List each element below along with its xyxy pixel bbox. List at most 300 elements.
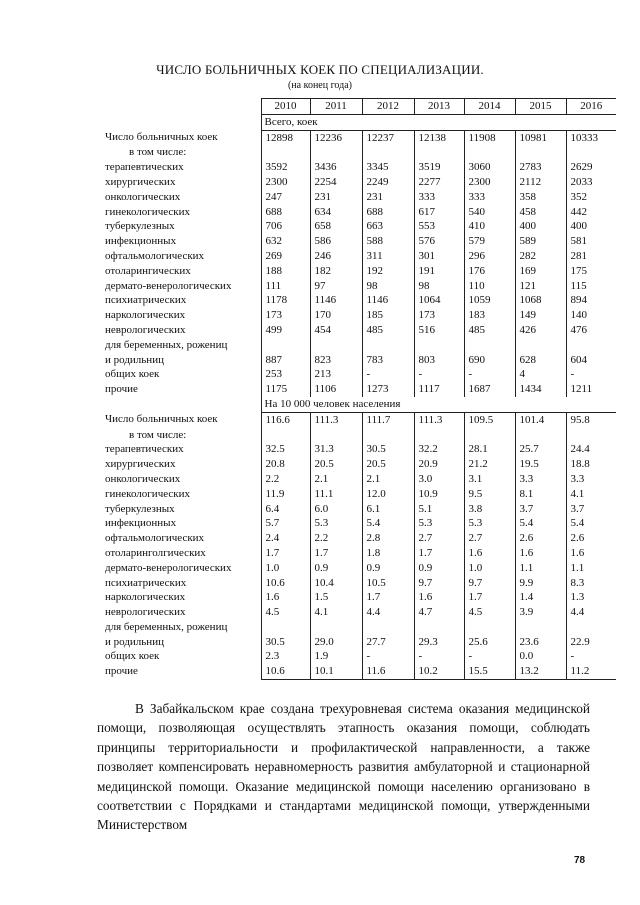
value-cell: 1.8 (362, 546, 414, 561)
value-cell: 24.4 (566, 442, 616, 457)
table-row (103, 145, 616, 160)
value-cell (566, 428, 616, 443)
corner-cell (103, 99, 261, 115)
row-label: в том числе: (129, 146, 187, 159)
value-cell: 1211 (566, 382, 616, 397)
value-cell (566, 620, 616, 635)
value-cell: 2.7 (414, 531, 464, 546)
value-cell: 333 (464, 190, 515, 205)
value-cell: 3436 (310, 160, 362, 175)
value-cell: - (362, 649, 414, 664)
row-label: офтальмологических (105, 249, 205, 262)
year-header-2015: 2015 (515, 99, 566, 115)
row-label: наркологических (105, 591, 186, 604)
value-cell: 28.1 (464, 442, 515, 457)
row-label: хирургических (105, 175, 176, 188)
row-label: онкологических (105, 190, 181, 203)
value-cell (310, 428, 362, 443)
value-cell: 10.6 (261, 576, 310, 591)
value-cell: 1.1 (566, 561, 616, 576)
row-label: терапевтических (105, 161, 184, 174)
table-row (103, 175, 616, 190)
value-cell: 1146 (310, 293, 362, 308)
value-cell: 1.9 (310, 649, 362, 664)
value-cell (261, 338, 310, 353)
value-cell: 18.8 (566, 457, 616, 472)
row-label: туберкулезных (105, 502, 175, 515)
value-cell: 22.9 (566, 635, 616, 650)
value-cell: 1.6 (414, 590, 464, 605)
value-cell: 3519 (414, 160, 464, 175)
value-cell: 2254 (310, 175, 362, 190)
value-cell: 5.4 (566, 516, 616, 531)
value-cell: 12237 (362, 130, 414, 145)
value-cell: 111 (261, 279, 310, 294)
table-row (103, 264, 616, 279)
value-cell: 553 (414, 219, 464, 234)
table-row (103, 516, 616, 531)
value-cell: 604 (566, 353, 616, 368)
value-cell: 101.4 (515, 412, 566, 427)
value-cell: 628 (515, 353, 566, 368)
value-cell: 1146 (362, 293, 414, 308)
table-row (103, 635, 616, 650)
table-row (103, 428, 616, 443)
value-cell: 9.9 (515, 576, 566, 591)
value-cell: 98 (414, 279, 464, 294)
value-cell: 3.1 (464, 472, 515, 487)
value-cell: 15.5 (464, 664, 515, 679)
row-label: Число больничных коек (105, 131, 218, 144)
value-cell: 663 (362, 219, 414, 234)
value-cell: 32.5 (261, 442, 310, 457)
value-cell: 183 (464, 308, 515, 323)
value-cell: 2249 (362, 175, 414, 190)
value-cell: 2033 (566, 175, 616, 190)
table-row (103, 546, 616, 561)
row-label: общих коек (105, 368, 160, 381)
value-cell (414, 145, 464, 160)
value-cell: 1175 (261, 382, 310, 397)
value-cell: 358 (515, 190, 566, 205)
value-cell: - (566, 367, 616, 382)
value-cell (464, 145, 515, 160)
value-cell: 3.7 (566, 502, 616, 517)
value-cell: - (414, 649, 464, 664)
row-label: туберкулезных (105, 220, 175, 233)
value-cell: 191 (414, 264, 464, 279)
value-cell: 110 (464, 279, 515, 294)
value-cell: 97 (310, 279, 362, 294)
section-spacer (103, 114, 261, 130)
value-cell: 2.2 (261, 472, 310, 487)
value-cell: 706 (261, 219, 310, 234)
value-cell: 2300 (261, 175, 310, 190)
value-cell (362, 338, 414, 353)
value-cell: 1059 (464, 293, 515, 308)
table-row (103, 649, 616, 664)
value-cell: 0.0 (515, 649, 566, 664)
value-cell: 175 (566, 264, 616, 279)
table-row (103, 442, 616, 457)
value-cell: 540 (464, 205, 515, 220)
table-row (103, 620, 616, 635)
value-cell: 458 (515, 205, 566, 220)
value-cell: 400 (515, 219, 566, 234)
table-row (103, 472, 616, 487)
value-cell: 576 (414, 234, 464, 249)
value-cell: 1117 (414, 382, 464, 397)
section-header: Всего, коек (261, 114, 616, 130)
value-cell: 632 (261, 234, 310, 249)
value-cell: 688 (362, 205, 414, 220)
table-row (103, 412, 616, 427)
value-cell: 116.6 (261, 412, 310, 427)
value-cell: 5.4 (362, 516, 414, 531)
value-cell: 2.1 (310, 472, 362, 487)
value-cell: 2.6 (515, 531, 566, 546)
value-cell: 803 (414, 353, 464, 368)
value-cell (464, 620, 515, 635)
value-cell: 12236 (310, 130, 362, 145)
value-cell: 6.1 (362, 502, 414, 517)
value-cell: 3060 (464, 160, 515, 175)
value-cell: 29.3 (414, 635, 464, 650)
row-label: и родильниц (105, 635, 164, 648)
row-label: гинекологических (105, 487, 190, 500)
value-cell: 1.0 (464, 561, 515, 576)
section-header: На 10 000 человек населения (261, 397, 616, 412)
table-row (103, 561, 616, 576)
value-cell: 690 (464, 353, 515, 368)
value-cell: 783 (362, 353, 414, 368)
value-cell: 311 (362, 249, 414, 264)
table-row (103, 205, 616, 220)
value-cell: 1.7 (414, 546, 464, 561)
value-cell: 1.6 (261, 590, 310, 605)
value-cell: 23.6 (515, 635, 566, 650)
value-cell: 1.7 (464, 590, 515, 605)
value-cell: 4.1 (310, 605, 362, 620)
row-label: в том числе: (129, 428, 187, 441)
value-cell (362, 428, 414, 443)
value-cell (515, 338, 566, 353)
year-header-2016: 2016 (566, 99, 616, 115)
table-row (103, 219, 616, 234)
table-row (103, 130, 616, 145)
value-cell: 2.7 (464, 531, 515, 546)
value-cell (515, 145, 566, 160)
value-cell: 1.7 (362, 590, 414, 605)
row-label: общих коек (105, 650, 160, 663)
value-cell: 140 (566, 308, 616, 323)
value-cell: 2.1 (362, 472, 414, 487)
value-cell: 11.1 (310, 487, 362, 502)
value-cell: 887 (261, 353, 310, 368)
value-cell: 1106 (310, 382, 362, 397)
value-cell: 3.0 (414, 472, 464, 487)
table-row (103, 382, 616, 397)
value-cell: 579 (464, 234, 515, 249)
value-cell: - (464, 649, 515, 664)
table-row (103, 308, 616, 323)
row-label: для беременных, рожениц (105, 338, 228, 351)
row-label: и родильниц (105, 353, 164, 366)
row-label: отоларингических (105, 264, 191, 277)
value-cell: 0.9 (310, 561, 362, 576)
value-cell: 1.0 (261, 561, 310, 576)
table-row (103, 323, 616, 338)
row-label: офтальмологических (105, 532, 205, 545)
value-cell: 231 (310, 190, 362, 205)
value-cell: 169 (515, 264, 566, 279)
value-cell: 5.1 (414, 502, 464, 517)
value-cell: 95.8 (566, 412, 616, 427)
row-label: инфекционных (105, 235, 177, 248)
value-cell: 20.8 (261, 457, 310, 472)
table-row (103, 249, 616, 264)
value-cell (261, 428, 310, 443)
row-label: для беременных, рожениц (105, 620, 228, 633)
value-cell: 2300 (464, 175, 515, 190)
value-cell: 5.4 (515, 516, 566, 531)
value-cell: 1068 (515, 293, 566, 308)
value-cell (515, 428, 566, 443)
table-row (103, 664, 616, 679)
value-cell: 485 (362, 323, 414, 338)
table-row (103, 531, 616, 546)
value-cell: 410 (464, 219, 515, 234)
value-cell: 111.3 (310, 412, 362, 427)
value-cell: 688 (261, 205, 310, 220)
value-cell: 1.7 (310, 546, 362, 561)
value-cell: 476 (566, 323, 616, 338)
value-cell: 3592 (261, 160, 310, 175)
value-cell: 1273 (362, 382, 414, 397)
value-cell: 10333 (566, 130, 616, 145)
value-cell: 12.0 (362, 487, 414, 502)
value-cell (515, 620, 566, 635)
value-cell: 301 (414, 249, 464, 264)
value-cell: - (566, 649, 616, 664)
value-cell: 109.5 (464, 412, 515, 427)
table-row (103, 367, 616, 382)
value-cell: 3.3 (566, 472, 616, 487)
value-cell: 4.4 (566, 605, 616, 620)
value-cell: 2629 (566, 160, 616, 175)
table-row (103, 160, 616, 175)
value-cell: 29.0 (310, 635, 362, 650)
value-cell: 1.6 (515, 546, 566, 561)
value-cell: 9.7 (464, 576, 515, 591)
value-cell: 5.7 (261, 516, 310, 531)
value-cell: 2.6 (566, 531, 616, 546)
value-cell: 246 (310, 249, 362, 264)
table-row (103, 605, 616, 620)
value-cell: 19.5 (515, 457, 566, 472)
value-cell: 149 (515, 308, 566, 323)
year-header-row (103, 99, 616, 115)
value-cell: 658 (310, 219, 362, 234)
value-cell: 485 (464, 323, 515, 338)
value-cell: 21.2 (464, 457, 515, 472)
table-title: ЧИСЛО БОЛЬНИЧНЫХ КОЕК ПО СПЕЦИАЛИЗАЦИИ. (156, 62, 484, 77)
table-row (103, 502, 616, 517)
value-cell: - (362, 367, 414, 382)
value-cell: 11.2 (566, 664, 616, 679)
value-cell: 10.5 (362, 576, 414, 591)
year-header-2012: 2012 (362, 99, 414, 115)
value-cell: 269 (261, 249, 310, 264)
value-cell: 2783 (515, 160, 566, 175)
value-cell (310, 145, 362, 160)
value-cell: 182 (310, 264, 362, 279)
value-cell: 20.5 (310, 457, 362, 472)
value-cell: 1.6 (464, 546, 515, 561)
row-label: психиатрических (105, 576, 187, 589)
value-cell: 10.2 (414, 664, 464, 679)
value-cell: 192 (362, 264, 414, 279)
value-cell: - (414, 367, 464, 382)
value-cell: - (464, 367, 515, 382)
value-cell: 213 (310, 367, 362, 382)
row-label: дермато-венерологических (105, 279, 232, 292)
value-cell (261, 620, 310, 635)
value-cell: 13.2 (515, 664, 566, 679)
value-cell: 588 (362, 234, 414, 249)
value-cell (566, 145, 616, 160)
value-cell: 0.9 (362, 561, 414, 576)
value-cell: 1687 (464, 382, 515, 397)
section-header-row (103, 397, 616, 412)
row-label: наркологических (105, 309, 186, 322)
value-cell: 400 (566, 219, 616, 234)
value-cell: 5.3 (310, 516, 362, 531)
value-cell: 1.6 (566, 546, 616, 561)
value-cell: 176 (464, 264, 515, 279)
value-cell: 823 (310, 353, 362, 368)
value-cell: 10.4 (310, 576, 362, 591)
value-cell: 111.3 (414, 412, 464, 427)
value-cell: 3345 (362, 160, 414, 175)
value-cell: 617 (414, 205, 464, 220)
value-cell: 4.1 (566, 487, 616, 502)
value-cell: 173 (414, 308, 464, 323)
year-header-2010: 2010 (261, 99, 310, 115)
value-cell (261, 145, 310, 160)
row-label: отоларинголгических (105, 546, 206, 559)
value-cell: 589 (515, 234, 566, 249)
table-row (103, 487, 616, 502)
value-cell: 6.0 (310, 502, 362, 517)
value-cell: 98 (362, 279, 414, 294)
value-cell: 1064 (414, 293, 464, 308)
value-cell: 11.6 (362, 664, 414, 679)
row-label: хирургических (105, 458, 176, 471)
value-cell: 31.3 (310, 442, 362, 457)
value-cell: 32.2 (414, 442, 464, 457)
value-cell: 1.1 (515, 561, 566, 576)
value-cell (414, 428, 464, 443)
body-paragraph: В Забайкальском крае создана трехуровневая система оказания медицинской помощи, позволяющая осуществлять этапность оказания помощи, соблюдать принципы территориальности и профилактической направленности, а также позволяет компенсировать неравномерность развития амбулаторной и стационарной медицинской помощи. Оказание медицинской помощи населению организовано в соответствии с Порядками и стандартами медицинской помощи, утвержденными Министерством (97, 701, 590, 833)
value-cell: 333 (414, 190, 464, 205)
value-cell: 188 (261, 264, 310, 279)
value-cell: 30.5 (362, 442, 414, 457)
value-cell: 516 (414, 323, 464, 338)
value-cell: 10.6 (261, 664, 310, 679)
value-cell: 12138 (414, 130, 464, 145)
value-cell (566, 338, 616, 353)
table-row (103, 353, 616, 368)
value-cell: 0.9 (414, 561, 464, 576)
value-cell: 3.3 (515, 472, 566, 487)
value-cell (414, 338, 464, 353)
value-cell: 8.3 (566, 576, 616, 591)
value-cell: 121 (515, 279, 566, 294)
value-cell: 12898 (261, 130, 310, 145)
row-label: гинекологических (105, 205, 190, 218)
value-cell: 581 (566, 234, 616, 249)
value-cell: 4.4 (362, 605, 414, 620)
value-cell: 6.4 (261, 502, 310, 517)
value-cell: 4.7 (414, 605, 464, 620)
page-number: 78 (574, 855, 586, 866)
value-cell: 173 (261, 308, 310, 323)
value-cell: 8.1 (515, 487, 566, 502)
value-cell: 25.6 (464, 635, 515, 650)
value-cell: 3.7 (515, 502, 566, 517)
value-cell: 9.5 (464, 487, 515, 502)
value-cell: 25.7 (515, 442, 566, 457)
year-header-2011: 2011 (310, 99, 362, 115)
value-cell: 4 (515, 367, 566, 382)
row-label: неврологических (105, 606, 186, 619)
row-label: терапевтических (105, 443, 184, 456)
table-subtitle: (на конец года) (287, 80, 353, 91)
value-cell: 30.5 (261, 635, 310, 650)
section-spacer (103, 397, 261, 412)
value-cell: 5.3 (414, 516, 464, 531)
value-cell: 11.9 (261, 487, 310, 502)
value-cell: 454 (310, 323, 362, 338)
table-row (103, 576, 616, 591)
value-cell: 2.3 (261, 649, 310, 664)
table-row (103, 293, 616, 308)
value-cell: 10.1 (310, 664, 362, 679)
value-cell: 4.5 (261, 605, 310, 620)
row-label: инфекционных (105, 517, 177, 530)
row-label: неврологических (105, 323, 186, 336)
value-cell: 1.3 (566, 590, 616, 605)
value-cell: 296 (464, 249, 515, 264)
table-row (103, 279, 616, 294)
row-label: онкологических (105, 472, 181, 485)
value-cell: 634 (310, 205, 362, 220)
value-cell (362, 620, 414, 635)
table-row (103, 234, 616, 249)
value-cell: 2277 (414, 175, 464, 190)
row-label: прочие (105, 383, 138, 396)
value-cell: 1.5 (310, 590, 362, 605)
value-cell: 1.7 (261, 546, 310, 561)
year-header-2013: 2013 (414, 99, 464, 115)
value-cell (464, 428, 515, 443)
row-label: Число больничных коек (105, 413, 218, 426)
value-cell: 20.5 (362, 457, 414, 472)
table-row (103, 190, 616, 205)
value-cell: 3.9 (515, 605, 566, 620)
value-cell: 9.7 (414, 576, 464, 591)
